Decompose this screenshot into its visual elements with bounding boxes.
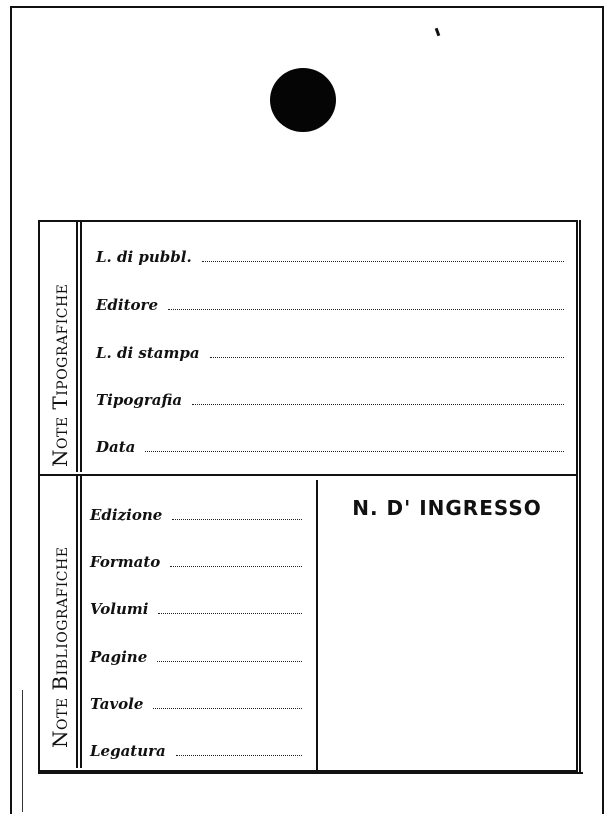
field-label: L. di stampa: [96, 344, 200, 362]
form-bottom-rule: [38, 772, 583, 774]
bibliographic-notes-section: [40, 476, 576, 770]
field-label: Tavole: [90, 695, 144, 713]
dotted-fill-line: [158, 609, 302, 614]
field-publisher[interactable]: [96, 290, 564, 314]
column-divider: [316, 480, 318, 770]
dotted-fill-line: [176, 751, 302, 756]
field-label: Legatura: [90, 742, 166, 760]
typographic-notes-title-second: Tipografiche: [48, 283, 72, 410]
field-date[interactable]: [96, 432, 564, 456]
typographic-notes-title: [48, 284, 72, 467]
field-label: Editore: [96, 296, 158, 314]
section-rule: [76, 476, 78, 768]
record-form: [38, 220, 578, 772]
dotted-fill-line: [153, 704, 302, 709]
bibliographic-notes-title: [48, 547, 72, 748]
form-right-border: [579, 220, 581, 772]
dotted-fill-line: [172, 515, 302, 520]
section-rule: [80, 476, 82, 768]
accession-number-label: N. D' INGRESSO: [352, 496, 542, 520]
field-edition[interactable]: [90, 500, 302, 524]
field-label: Pagine: [90, 648, 148, 666]
bibliographic-notes-title-first: Note: [48, 697, 72, 748]
field-place-of-printing[interactable]: [96, 338, 564, 362]
dotted-fill-line: [202, 257, 564, 262]
field-plates[interactable]: [90, 689, 302, 713]
field-printer[interactable]: [96, 385, 564, 409]
field-volumes[interactable]: [90, 594, 302, 618]
field-label: Edizione: [90, 506, 163, 524]
field-label: Data: [96, 438, 136, 456]
field-pages[interactable]: [90, 642, 302, 666]
field-label: L. di pubbl.: [96, 248, 192, 266]
punch-hole: [270, 68, 336, 132]
dotted-fill-line: [168, 305, 564, 310]
section-rule: [80, 222, 82, 472]
typographic-notes-title-first: Note: [48, 416, 72, 467]
dotted-fill-line: [157, 657, 302, 662]
typographic-notes-section: [40, 222, 576, 476]
card-edge-line: [22, 690, 23, 812]
dotted-fill-line: [210, 353, 564, 358]
field-format[interactable]: [90, 547, 302, 571]
bibliographic-notes-title-second: Bibliografiche: [48, 546, 72, 691]
section-rule: [76, 222, 78, 472]
dotted-fill-line: [170, 562, 302, 567]
dotted-fill-line: [192, 400, 564, 405]
dotted-fill-line: [145, 447, 564, 452]
field-binding[interactable]: [90, 736, 302, 760]
field-label: Volumi: [90, 600, 149, 618]
field-label: Formato: [90, 553, 161, 571]
field-place-of-publication[interactable]: [96, 242, 564, 266]
field-label: Tipografia: [96, 391, 183, 409]
